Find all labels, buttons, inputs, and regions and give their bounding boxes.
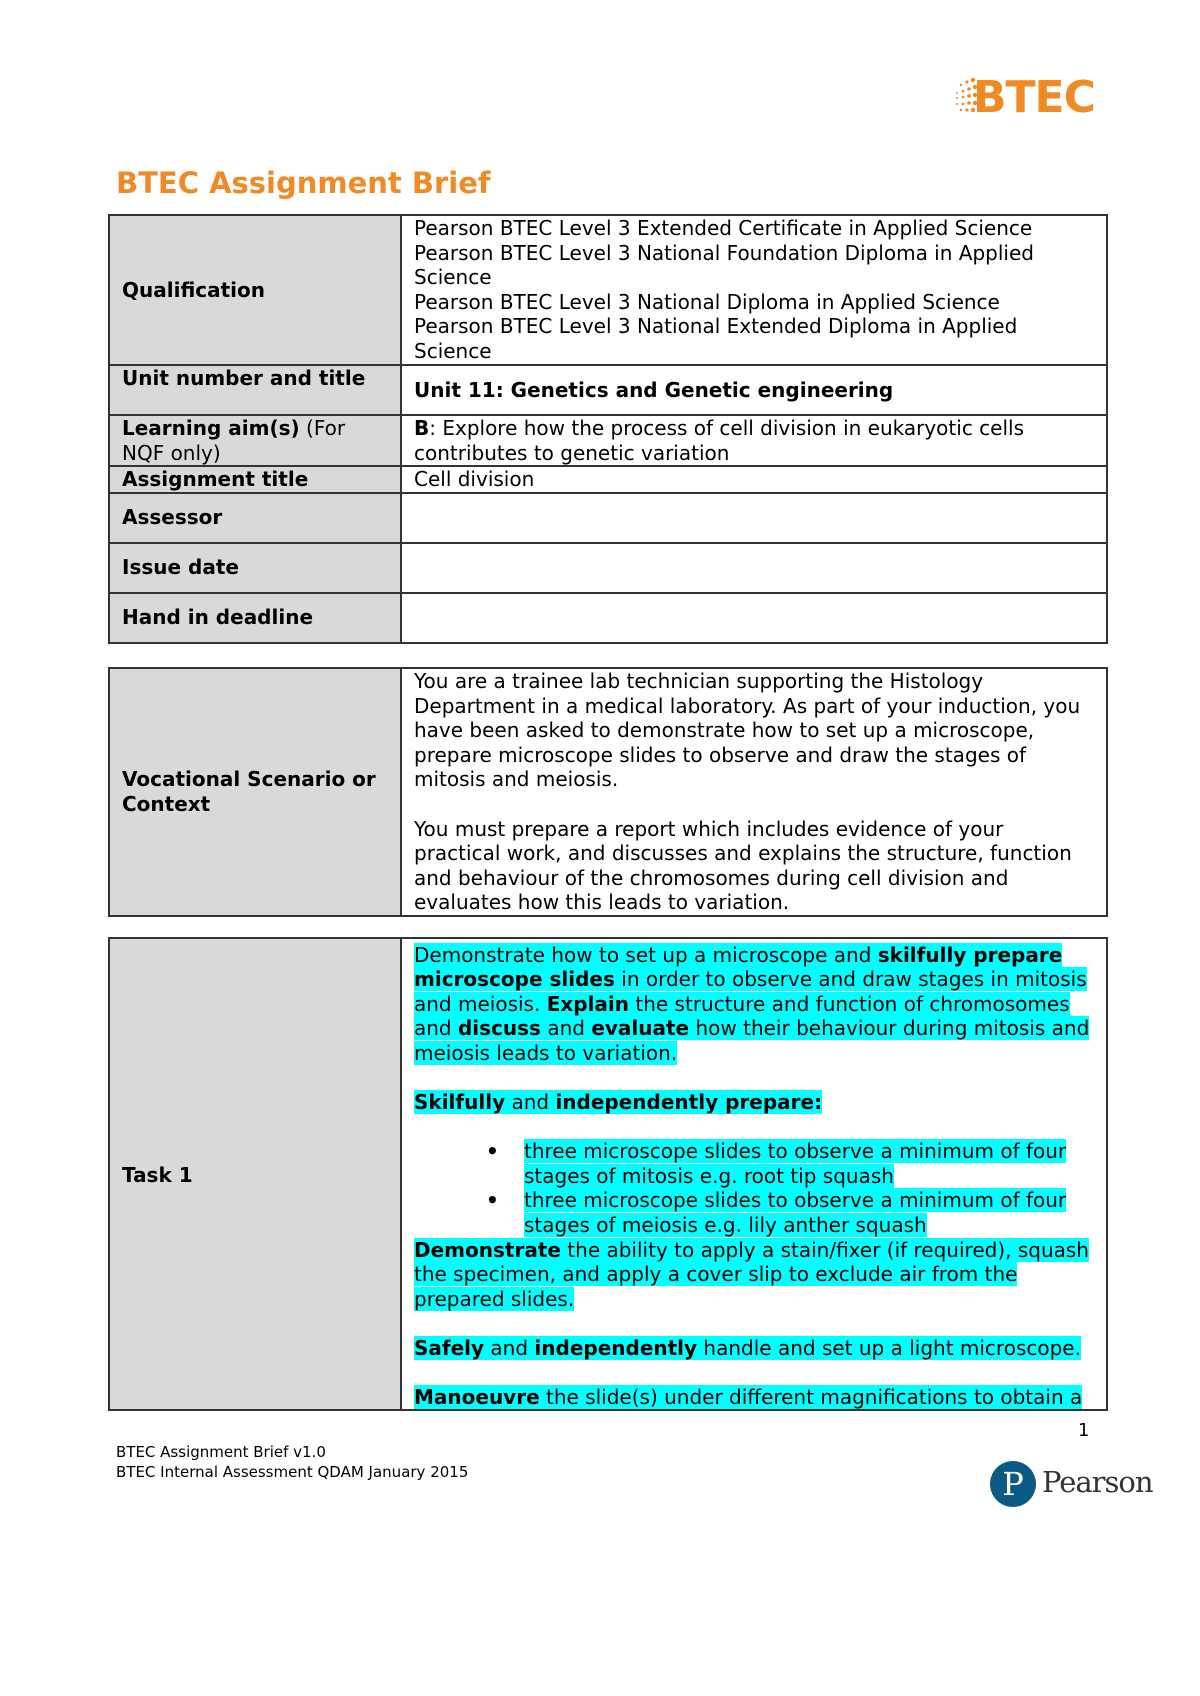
issue-date-label: Issue date [109,543,401,593]
learning-aim-label-bold: Learning aim(s) [122,416,300,440]
assessor-row [109,493,1107,543]
task-table [108,937,1108,1411]
assignment-details-table [108,214,1108,644]
learning-aim-label [109,415,401,466]
scenario-value [401,668,1107,916]
learning-aim-label-note: (For NQF only) [122,416,346,465]
qualification-line: Pearson BTEC Level 3 National Foundation Diploma in Applied Science [414,240,1034,290]
pearson-logo [990,1461,1153,1511]
assessor-value [401,493,1107,543]
task-1-paragraph: Demonstrate the ability to apply a stain/fixer (if required), squash the specimen, and apply a cover slip to exclude air from the prepared slides. [414,1237,1089,1311]
page-title: BTEC Assignment Brief [116,166,491,200]
assignment-title-label: Assignment title [109,466,401,493]
unit-value: Unit 11: Genetics and Genetic engineering [401,365,1107,415]
footer-version: BTEC Assignment Brief v1.0 [116,1443,326,1461]
scenario-paragraph: You must prepare a report which includes evidence of your practical work, and discusses and explains the structure, function and behaviour of the chromosomes during cell division and evaluates how this leads to variation. [414,816,1072,915]
deadline-value [401,593,1107,643]
task-1-content [401,938,1107,1410]
list-item: • three microscope slides to observe a minimum of four stages of meiosis e.g. lily anther squash [524,1188,1096,1237]
qualification-row [109,215,1107,365]
issue-date-value [401,543,1107,593]
qualification-line: Pearson BTEC Level 3 National Extended Diploma in Applied Science [414,314,1018,363]
task-1-bullet-list [414,1139,1096,1237]
learning-aim-row [109,415,1107,466]
scenario-paragraph: You are a trainee lab technician supporting the Histology Department in a medical laboratory. As part of your induction, you have been asked to demonstrate how to set up a microscope, prepare microscope slides to observe and draw the stages of mitosis and meiosis. [414,669,1081,792]
learning-aim-value [401,415,1107,466]
pearson-mark-icon: P [990,1461,1036,1507]
task-1-row [109,938,1107,1410]
unit-row [109,365,1107,415]
scenario-table [108,667,1108,917]
page-number: 1 [1078,1420,1090,1441]
assignment-title-row [109,466,1107,493]
learning-aim-text: : Explore how the process of cell division in eukaryotic cells contributes to genetic variation [414,416,1025,465]
task-1-subheading: Skilfully and independently prepare: [414,1090,823,1115]
list-item: • three microscope slides to observe a minimum of four stages of mitosis e.g. root tip squash [524,1139,1096,1188]
qualification-value [401,215,1107,365]
task-1-paragraph: Demonstrate how to set up a microscope and skilfully prepare microscope slides in order to observe and draw stages in mitosis and meiosis. Explain the structure and function of chromosomes and discuss and evaluate how their behaviour during mitosis and meiosis leads to variation. [414,942,1090,1065]
task-1-label: Task 1 [109,938,401,1410]
scenario-row [109,668,1107,916]
learning-aim-letter: B [414,416,430,440]
scenario-label: Vocational Scenario or Context [109,668,401,916]
unit-label: Unit number and title [109,365,401,415]
issue-date-row [109,543,1107,593]
btec-logo [953,72,1103,124]
task-1-body [414,943,1096,1409]
footer-qdam: BTEC Internal Assessment QDAM January 2015 [116,1463,469,1481]
deadline-row [109,593,1107,643]
deadline-label: Hand in deadline [109,593,401,643]
task-1-paragraph: Safely and independently handle and set up a light microscope. [414,1336,1081,1360]
qualification-label: Qualification [109,215,401,365]
qualification-line: Pearson BTEC Level 3 Extended Certificate in Applied Science [414,216,1033,240]
pearson-logo-text: Pearson [1042,1465,1153,1499]
task-1-paragraph: Manoeuvre the slide(s) under different magnifications to obtain a [414,1385,1083,1409]
assessor-label: Assessor [109,493,401,543]
assignment-title-value: Cell division [401,466,1107,493]
qualification-line: Pearson BTEC Level 3 National Diploma in Applied Science [414,289,1000,314]
btec-logo-text: BTEC [973,72,1095,123]
